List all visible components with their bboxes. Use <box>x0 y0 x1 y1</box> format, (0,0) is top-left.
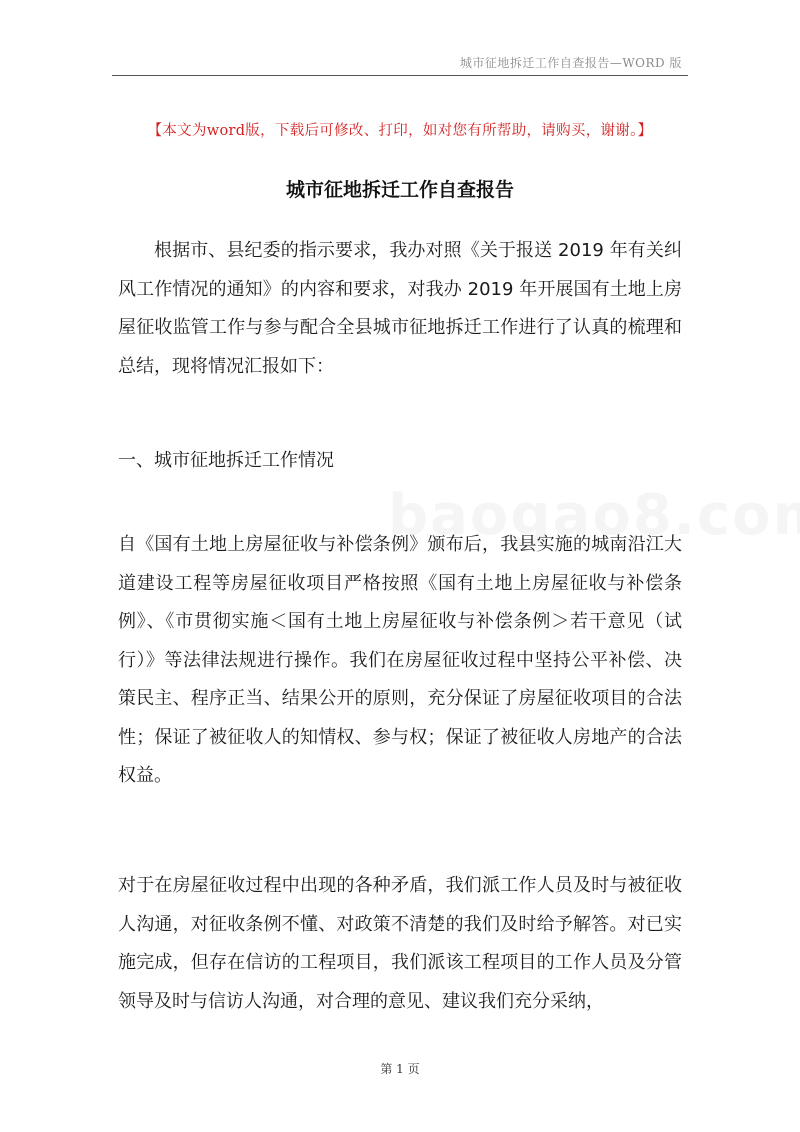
paragraph-regulations <box>118 526 682 796</box>
page-number: 第 1 页 <box>380 1062 420 1076</box>
running-title: 城市征地拆迁工作自查报告—WORD 版 <box>459 56 682 70</box>
purchase-notice: 【本文为word版，下载后可修改、打印，如对您有所帮助，请购买，谢谢。】 <box>147 123 653 139</box>
paragraph-text: 对于在房屋征收过程中出现的各种矛盾，我们派工作人员及时与被征收人沟通，对征收条例不懂、对政策不清楚的我们及时给予解答。对已实施完成，但存在信访的工程项目，我们派该工程项目的工作人员及分管领导及时与信访人沟通，对合理的意见、建议我们充分采纳， <box>118 875 682 1012</box>
header-divider <box>112 75 688 76</box>
paragraph-text: 根据市、县纪委的指示要求，我办对照《关于报送 2019 年有关纠风工作情况的通知》的内容和要求，对我办 2019 年开展国有土地上房屋征收监管工作与参与配合全县城市征地拆迁工作进行了认真的梳理和总结，现将情况汇报如下： <box>118 240 682 377</box>
section-heading <box>118 442 682 481</box>
document-title: 城市征地拆迁工作自查报告 <box>285 179 514 201</box>
paragraph-text: 自《国有土地上房屋征收与补偿条例》颁布后，我县实施的城南沿江大道建设工程等房屋征收项目严格按照《国有土地上房屋征收与补偿条例》、《市贯彻实施＜国有土地上房屋征收与补偿条例＞若干意见（试行）》等法律法规进行操作。我们在房屋征收过程中坚持公平补偿、决策民主、程序正当、结果公开的原则，充分保证了房屋征收项目的合法性；保证了被征收人的知情权、参与权；保证了被征收人房地产的合法权益。 <box>118 534 682 786</box>
paragraph-conflicts <box>118 867 682 1021</box>
paragraph-intro <box>118 232 682 386</box>
section-heading-text: 一、城市征地拆迁工作情况 <box>118 450 334 471</box>
